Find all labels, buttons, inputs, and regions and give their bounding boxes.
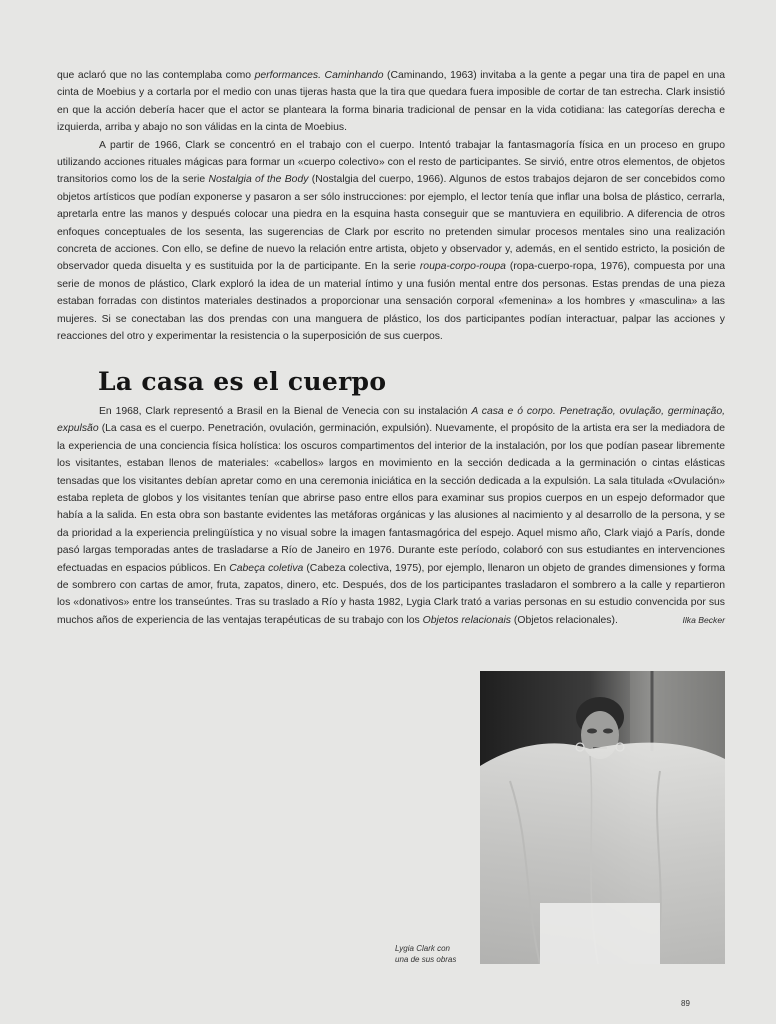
text-block-lower [57, 403, 725, 630]
artist-photo [480, 671, 725, 964]
caption-line: una de sus obras [395, 955, 457, 964]
section-heading: La casa es el cuerpo [98, 367, 387, 396]
author-credit: Ilka Becker [682, 615, 725, 626]
paragraph: A partir de 1966, Clark se concentró en el trabajo con el cuerpo. Intentó trabajar la fantasmagoría física en un proceso en grupo utilizando acciones rituales mágicas para formar un «cuerpo colectivo» con el resto de participantes. Se sirvió, entre otros elementos, de objetos transitorios como los de la serie Nostalgia of the Body (Nostalgia del cuerpo, 1966). Algunos de estos trabajos dejaron de ser concebidos como objetos artísticos que podían exponerse y pasaron a ser sólo instrucciones: por ejemplo, el lector tenía que inflar una bolsa de plástico, cerrarla, apretarla entre las manos y después colocar una piedra en la esquina hasta conseguir que se mantuviera en equilibrio. A diferencia de otros enfoques conceptuales de los sesenta, las sugerencias de Clark por escrito no pretenden simular procesos mentales sino una realización concreta de acciones. Con ello, se define de nuevo la relación entre artista, objeto y observador y, además, en el sentido estricto, la posición de observador queda disuelta y es sustituida por la de participante. En la serie roupa-corpo-roupa (ropa-cuerpo-ropa, 1976), compuesta por una serie de monos de plástico, Clark exploró la idea de un material íntimo y una fusión mental entre dos personas. Estas prendas de una pieza estaban forradas con distintos materiales destinados a proporcionar una sensación corporal «femenina» a los hombres y «masculina» a las mujeres. Si se conectaban las dos prendas con una manguera de plástico, los dos participantes podían interactuar, palpar las acciones y reacciones del otro y experimentar la resistencia o la superposición de sus cuerpos. [57, 139, 725, 343]
paragraph: que aclaró que no las contemplaba como performances. Caminhando (Caminando, 1963) invitaba a la gente a pegar una tira de papel en una cinta de Moebius y a cortarla por el medio con unas tijeras hasta que la tira que quedara fuera imposible de cortar de tan estrecha. Clark insistió en que la acción debería hacer que el actor se planteara la forma binaria tradicional de pensar en la vida cotidiana: las categorías derecha e izquierda, arriba y abajo no son válidas en la cinta de Moebius. [57, 70, 725, 134]
photo-caption [395, 943, 475, 965]
photo-illustration [480, 671, 725, 964]
caption-line: Lygia Clark con [395, 944, 450, 953]
text-block-upper [57, 67, 725, 346]
paragraph: En 1968, Clark representó a Brasil en la Bienal de Venecia con su instalación A casa e ó corpo. Penetração, ovulação, germinação, expulsão (La casa es el cuerpo. Penetración, ovulación, germinación, expulsión). Nuevamente, el propósito de la artista era ser la mediadora de la experiencia de una conciencia física holística: los oscuros compartimentos del interior de la instalación, por los que podían pasear libremente los visitantes, estaban llenos de materiales: «cabellos» largos en movimiento en la sección dedicada a la germinación o cintas elásticas tensadas que los visitantes debían apretar como en una ceremonia iniciática en la sección dedicada a la expulsión. La sala titulada «Ovulación» estaba repleta de globos y los visitantes tenían que abrirse paso entre ellos para examinar sus propios cuerpos en un espejo deformador que había a la salida. En esta obra son bastante evidentes las metáforas orgánicas y las alusiones al nacimiento y al desarrollo de la persona, y se da prioridad a la experiencia prelingüística y no visual sobre la imagen fantasmagórica del espejo. Aquel mismo año, Clark viajó a París, donde pasó largas temporadas antes de trasladarse a Río de Janeiro en 1976. Durante este período, colaboró con sus estudiantes en intervenciones efectuadas en espacios públicos. En Cabeça coletiva (Cabeza colectiva, 1975), por ejemplo, llenaron un objeto de grandes dimensiones y forma de sombrero con cartas de amor, fruta, zapatos, dinero, etc. Después, dos de los participantes trasladaron el sombrero a la calle y repartieron los «donativos» entre los transeúntes. Tras su traslado a Río y hasta 1982, Lygia Clark trató a varias personas en su estudio convencida por sus muchos años de experiencia de las ventajas terapéuticas de su trabajo con los Objetos relacionais (Objetos relacionales). [57, 406, 725, 626]
page-number: 89 [681, 999, 690, 1008]
